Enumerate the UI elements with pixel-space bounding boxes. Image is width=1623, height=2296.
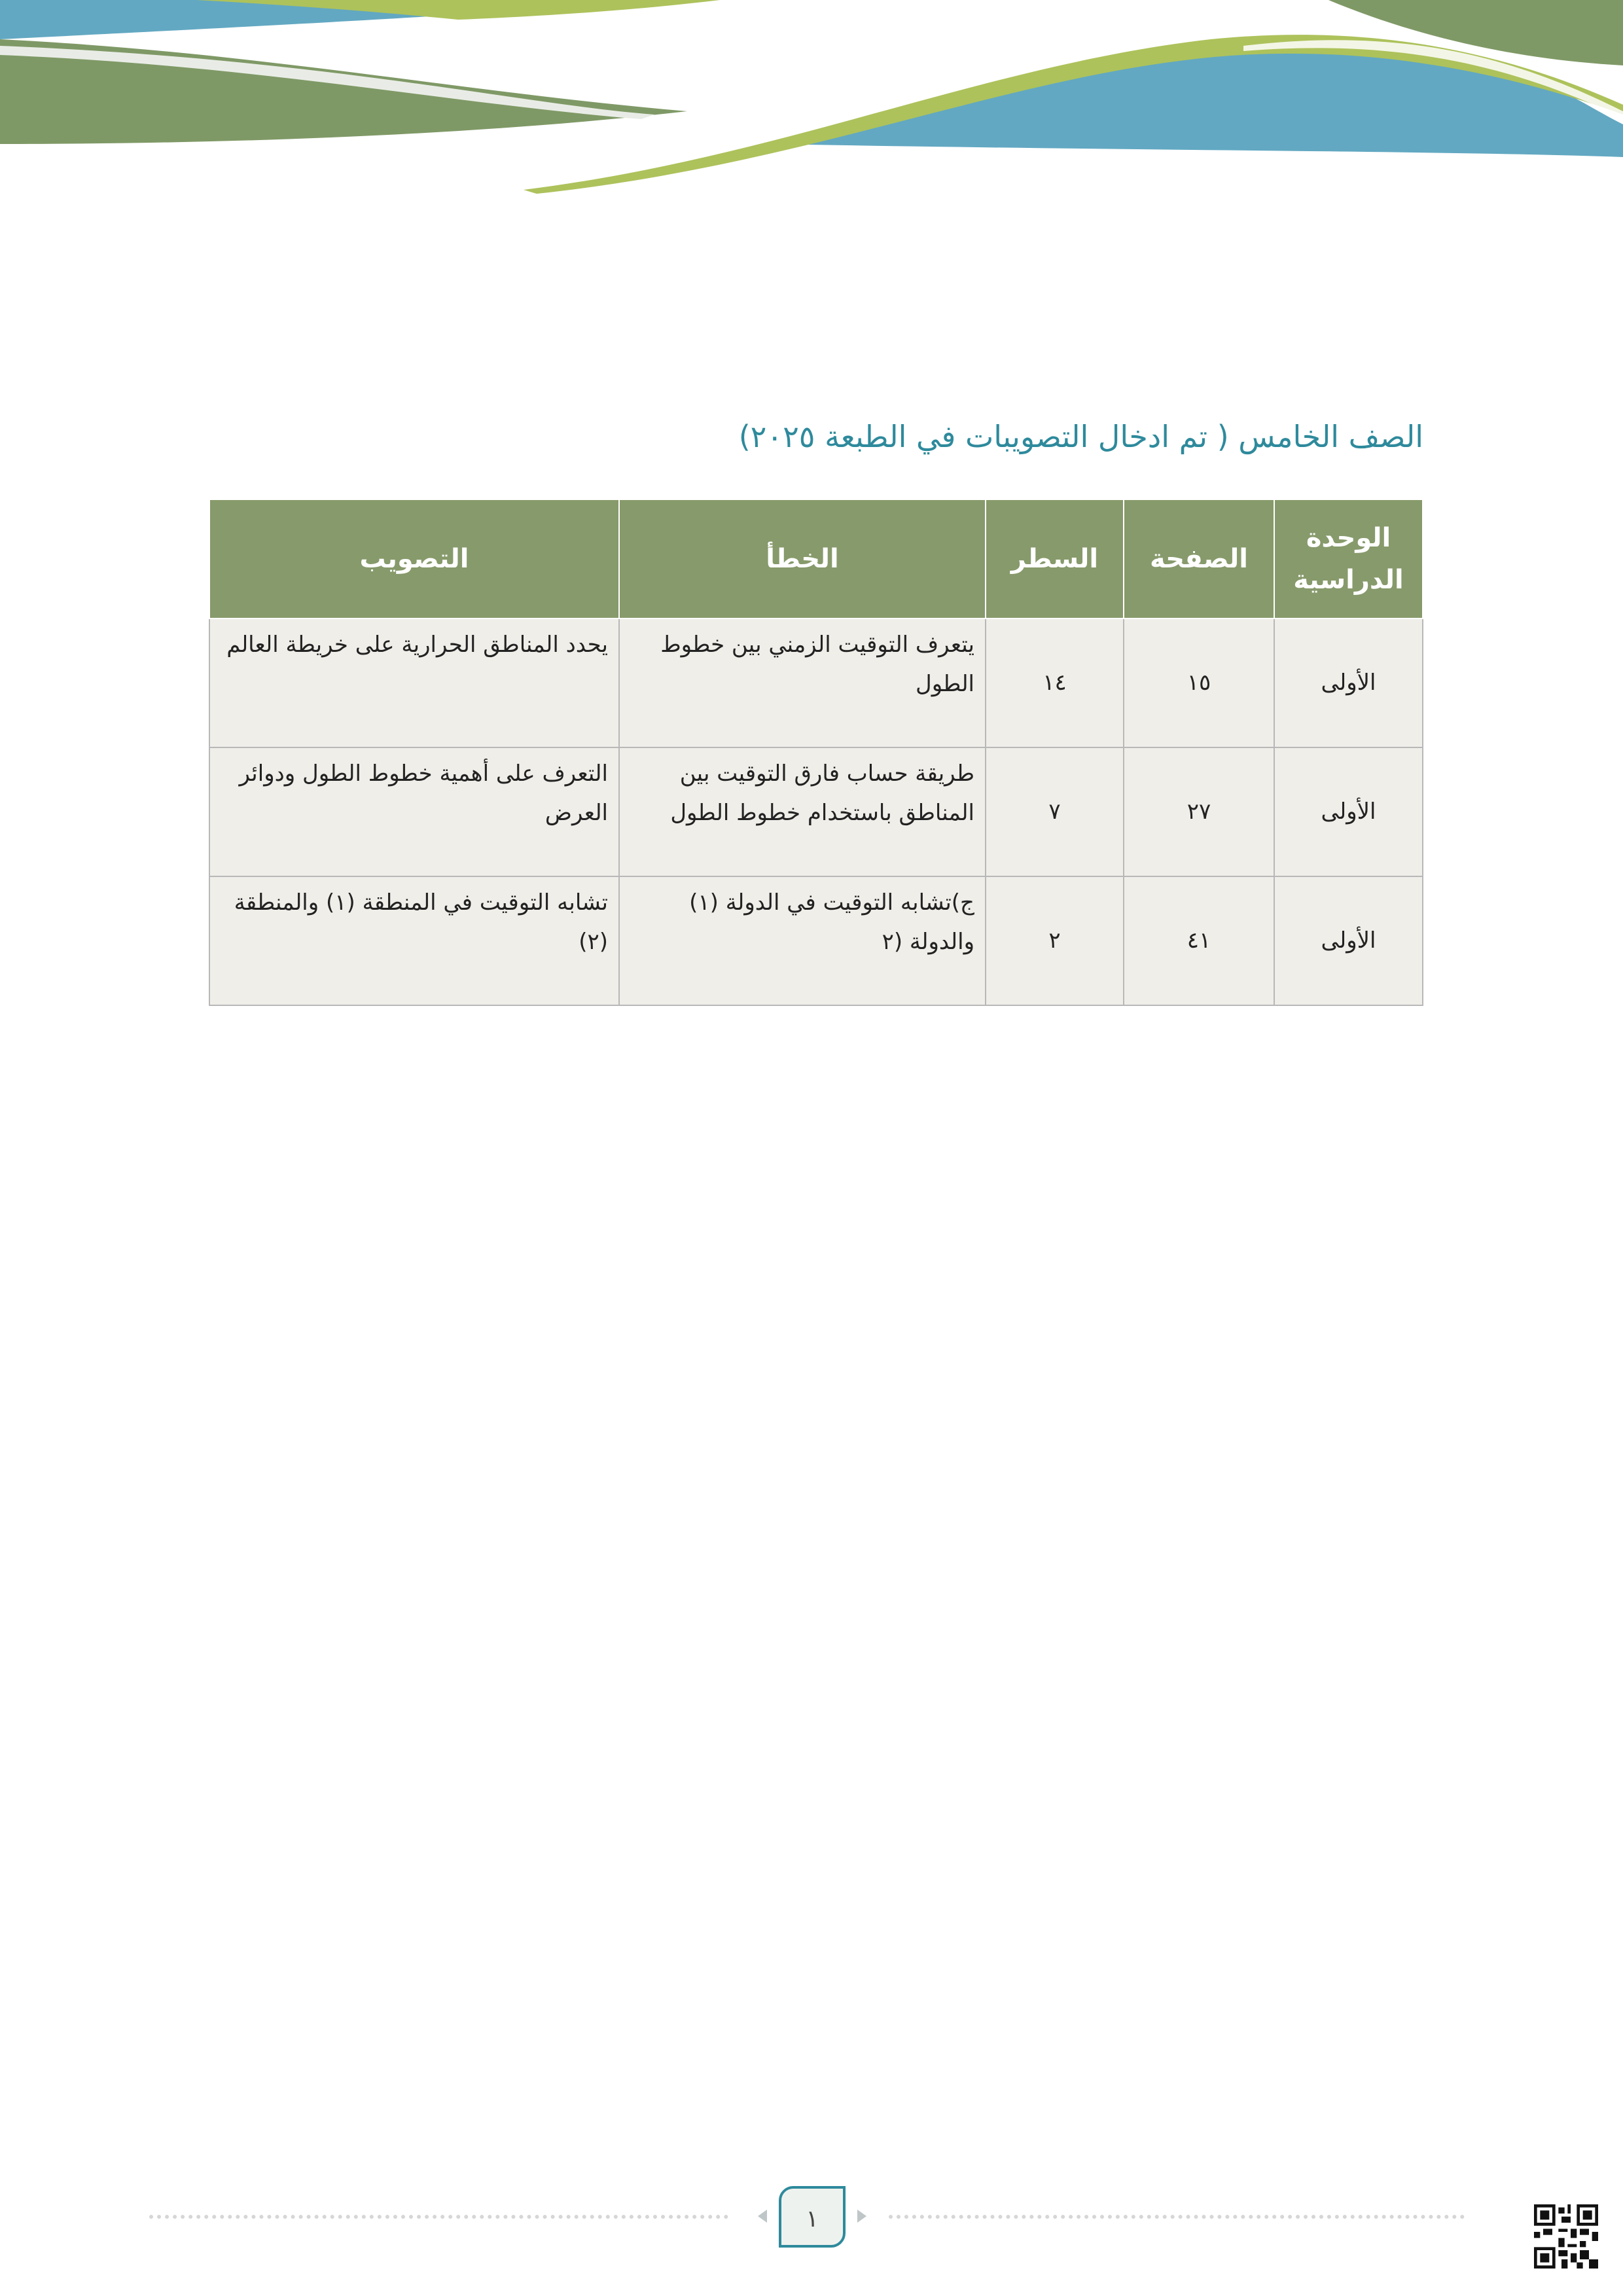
footer-divider-left <box>149 2215 728 2219</box>
cell-correction: تشابه التوقيت في المنطقة (١) والمنطقة (٢) <box>209 876 619 1005</box>
cell-line: ١٤ <box>986 619 1124 747</box>
errata-table <box>209 499 1423 1006</box>
table-row <box>209 619 1423 747</box>
cell-page: ٢٧ <box>1124 747 1274 876</box>
footer-divider-right <box>889 2215 1465 2219</box>
header-error: الخطأ <box>619 499 986 619</box>
header-page: الصفحة <box>1124 499 1274 619</box>
cell-line: ٢ <box>986 876 1124 1005</box>
cell-page: ٤١ <box>1124 876 1274 1005</box>
cell-line: ٧ <box>986 747 1124 876</box>
qr-code-icon <box>1534 2204 1598 2269</box>
header-unit: الوحدة الدراسية <box>1274 499 1423 619</box>
page-title: الصف الخامس ( تم ادخال التصويبات في الطبعة ٢٠٢٥) <box>738 419 1423 454</box>
cell-correction: التعرف على أهمية خطوط الطول ودوائر العرض <box>209 747 619 876</box>
cell-error: طريقة حساب فارق التوقيت بين المناطق باستخدام خطوط الطول <box>619 747 986 876</box>
page-number-badge <box>779 2186 846 2248</box>
cell-unit: الأولى <box>1274 619 1423 747</box>
header-line: السطر <box>986 499 1124 619</box>
cell-error: ج)تشابه التوقيت في الدولة (١) والدولة (٢ <box>619 876 986 1005</box>
header-correction: التصويب <box>209 499 619 619</box>
cell-unit: الأولى <box>1274 876 1423 1005</box>
table-row <box>209 747 1423 876</box>
header-wave-decoration <box>0 0 1623 209</box>
cell-page: ١٥ <box>1124 619 1274 747</box>
table-header-row <box>209 499 1423 619</box>
cell-correction: يحدد المناطق الحرارية على خريطة العالم <box>209 619 619 747</box>
arrow-left-icon <box>758 2210 767 2223</box>
cell-unit: الأولى <box>1274 747 1423 876</box>
page-number: ١ <box>806 2206 819 2233</box>
arrow-right-icon <box>857 2210 866 2223</box>
cell-error: يتعرف التوقيت الزمني بين خطوط الطول <box>619 619 986 747</box>
table-row <box>209 876 1423 1005</box>
